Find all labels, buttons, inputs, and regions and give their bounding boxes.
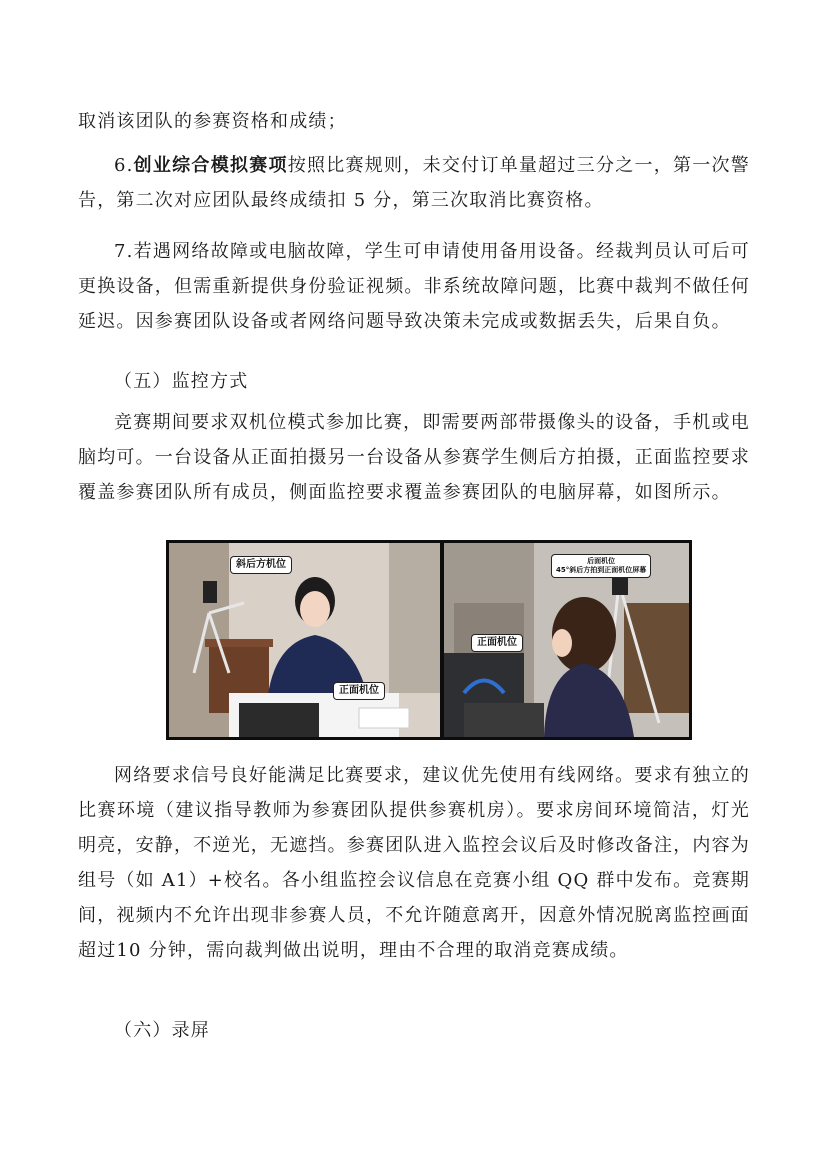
rule-6-text: 按照比赛规则，未交付订单量超过三分之一，第一次警告，第二次对应团队最终成绩扣 5 分，第三次取消比赛资格。 — [78, 155, 750, 211]
label-front-camera-left: 正面机位 — [334, 683, 384, 699]
front-camera-photo — [169, 543, 440, 737]
paragraph-network-requirements: 网络要求信号良好能满足比赛要求，建议优先使用有线网络。要求有独立的比赛环境（建议指导教师为参赛团队提供参赛机房）。要求房间环境简洁，灯光明亮，安静，不逆光，无遮挡。参赛团队进入监控会议后及时修改备注，内容为组号（如 A1）+校名。各小组监控会议信息在竞赛小组 QQ 群中发布。竞赛期间，视频内不允许出现非参赛人员，不允许随意离开，因意外情况脱离监控画面超过10 分钟，需向裁判做出说明，理由不合理的取消竞赛成绩。 — [78, 765, 750, 961]
label-rear-camera-right — [552, 555, 650, 577]
rear-camera-photo — [444, 543, 689, 737]
dual-camera-figure — [166, 540, 692, 740]
label-front-camera-right: 正面机位 — [472, 635, 522, 651]
paragraph-continuation: 取消该团队的参赛资格和成绩； — [78, 111, 347, 132]
rule-number: 6. — [114, 155, 134, 176]
label-rear-camera-right-line1: 后面机位 — [587, 557, 616, 565]
rule-6-event-name: 创业综合模拟赛项 — [133, 155, 288, 176]
paragraph-rule-7: 7.若遇网络故障或电脑故障，学生可申请使用备用设备。经裁判员认可后可更换设备，但需重新提供身份验证视频。非系统故障问题，比赛中裁判不做任何延迟。因参赛团队设备或者网络问题导致决策未完成或数据丢失，后果自负。 — [78, 241, 750, 332]
section-heading-monitoring: （五）监控方式 — [114, 371, 249, 392]
label-rear-camera-right-line2: 45°斜后方拍到正面机位屏幕 — [556, 566, 647, 574]
front-camera-scene — [169, 543, 440, 737]
label-rear-camera-left: 斜后方机位 — [231, 557, 291, 573]
paragraph-monitoring: 竞赛期间要求双机位模式参加比赛，即需要两部带摄像头的设备，手机或电脑均可。一台设备从正面拍摄另一台设备从参赛学生侧后方拍摄，正面监控要求覆盖参赛团队所有成员，侧面监控要求覆盖参赛团队的电脑屏幕，如图所示。 — [78, 412, 750, 503]
section-heading-screen-recording: （六）录屏 — [114, 1020, 210, 1041]
paragraph-rule-6 — [78, 148, 750, 218]
